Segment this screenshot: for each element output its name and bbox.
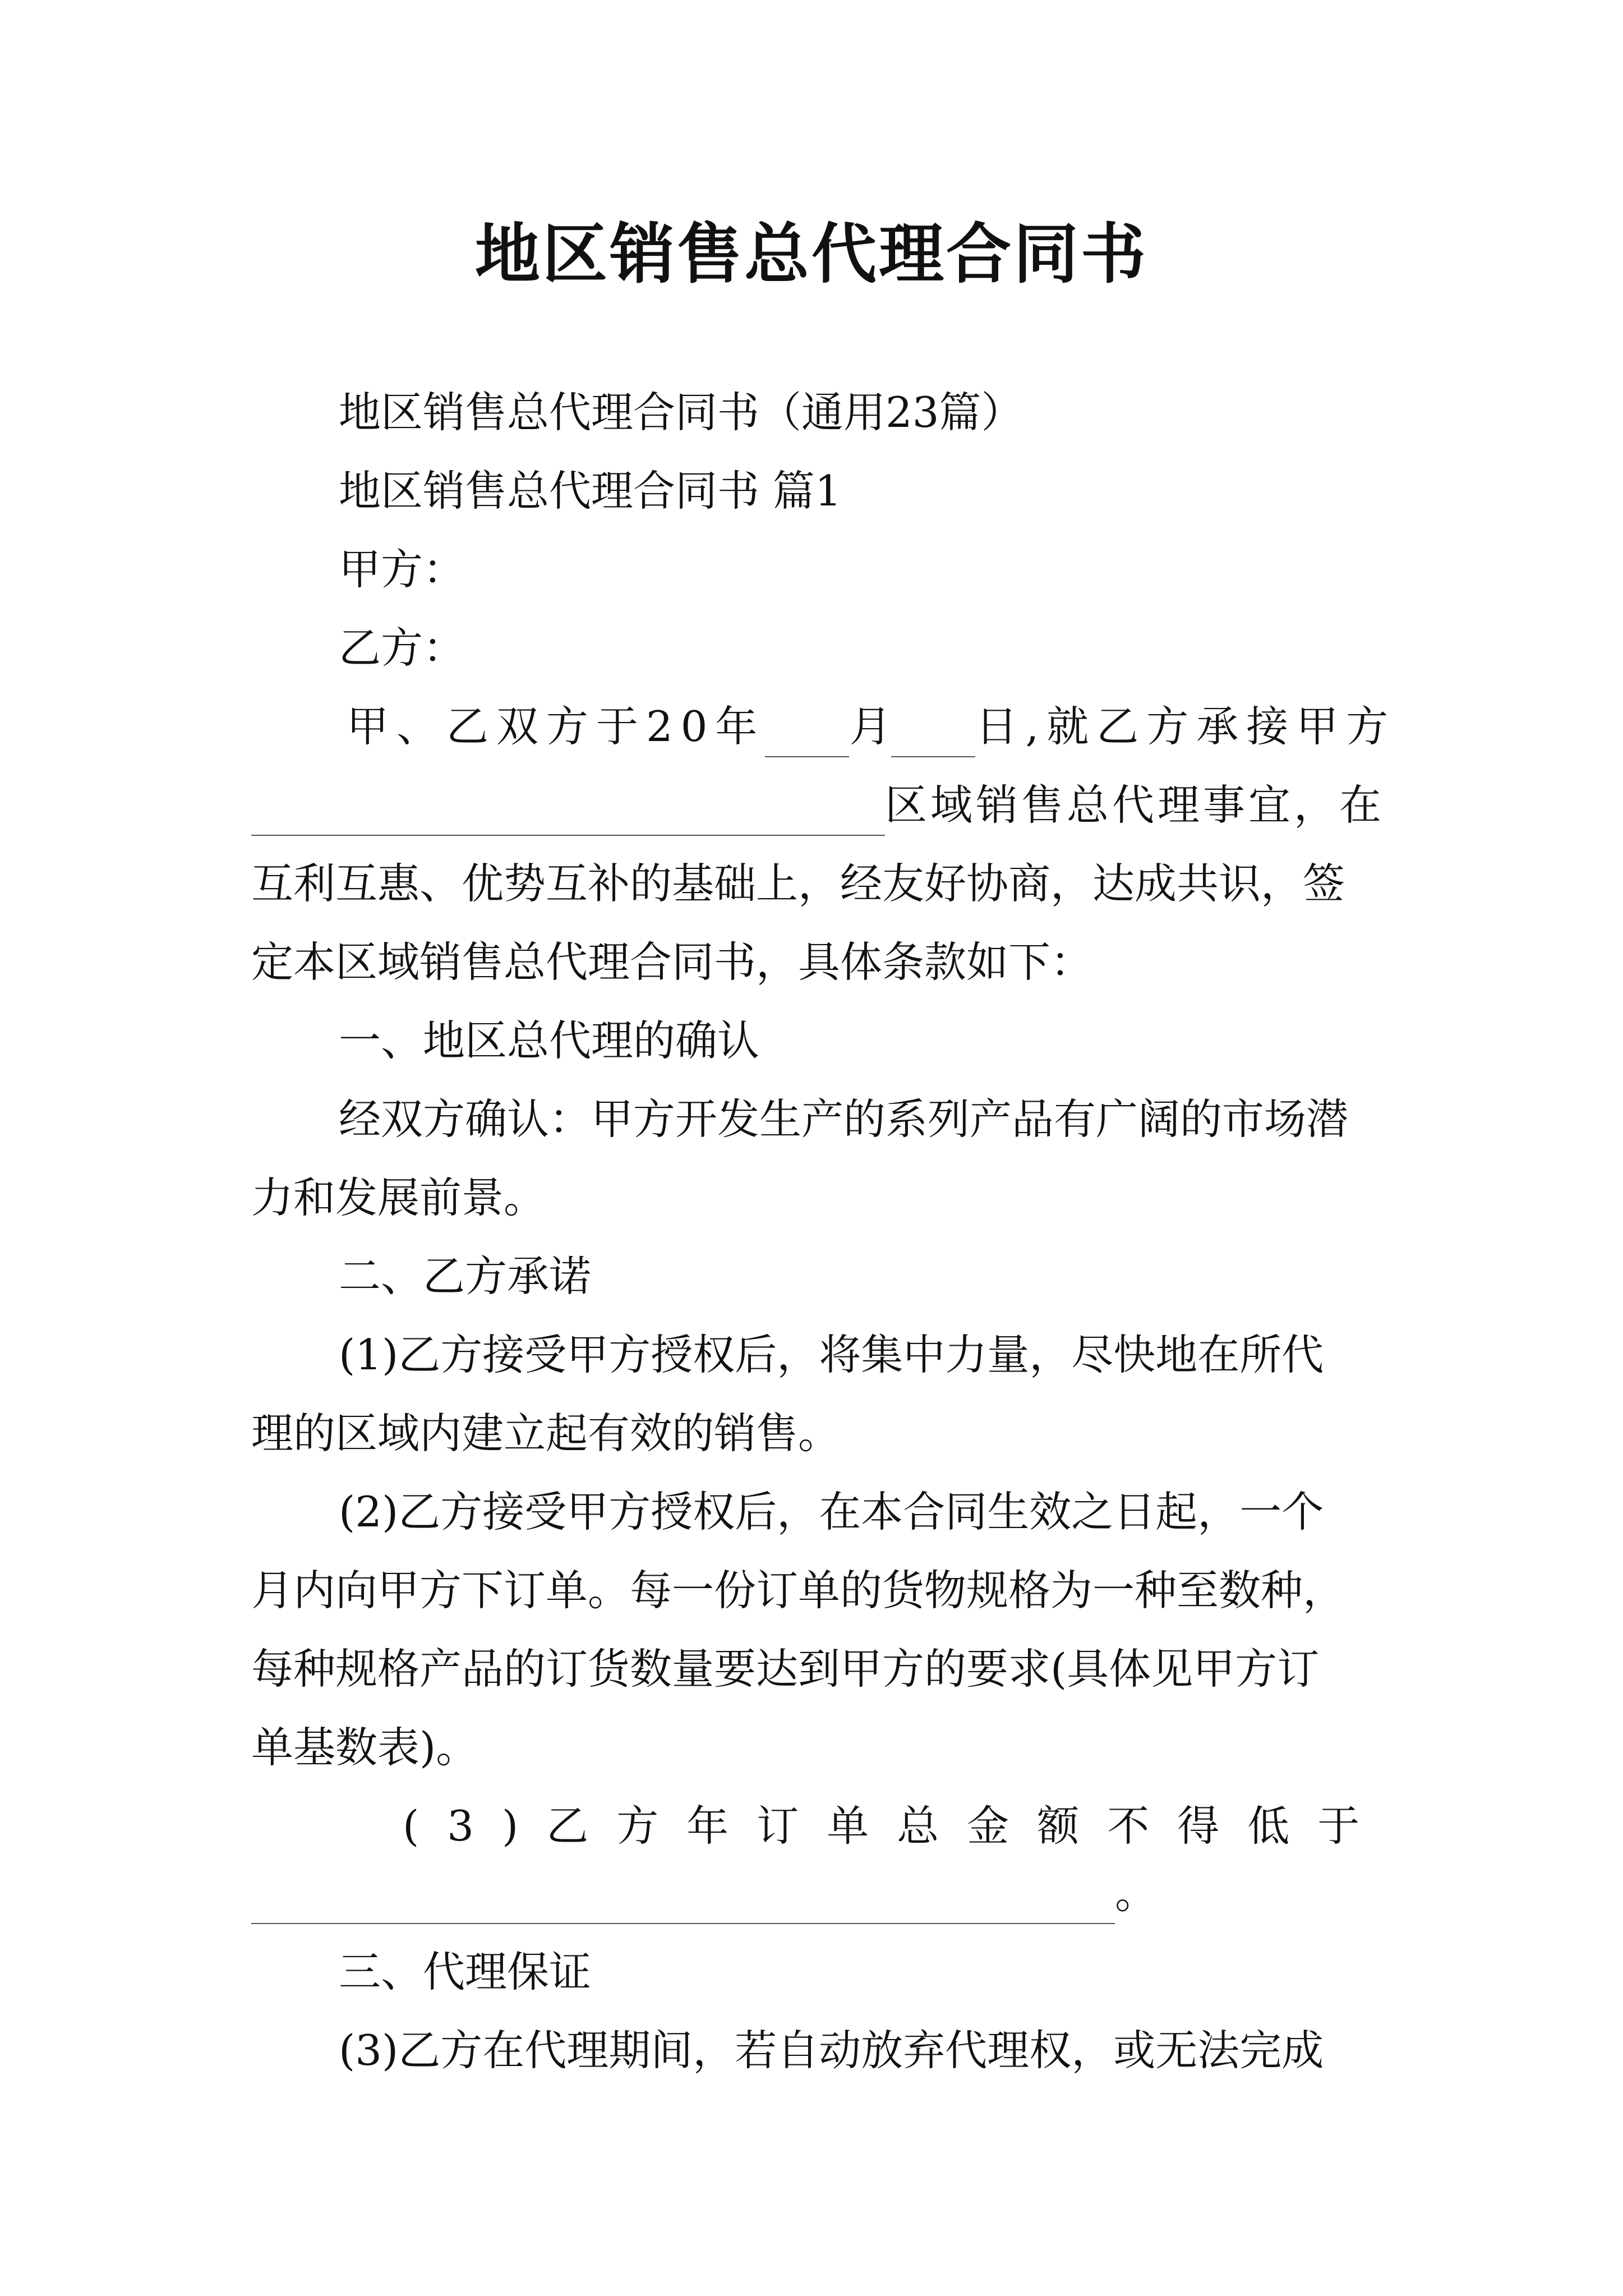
- section-2-item-3-end: 。: [1115, 1869, 1158, 1918]
- month-blank: [765, 711, 849, 757]
- section-2-item-1-line-2: 理的区域内建立起有效的销售。: [251, 1409, 841, 1458]
- section-2-item-3-line-2: [251, 1862, 1391, 1924]
- section-3-item-3-line-1: (3)乙方在代理期间，若自动放弃代理权，或无法完成: [339, 2026, 1324, 2075]
- section-2-item-1-line-1: (1)乙方接受甲方授权后，将集中力量，尽快地在所代: [339, 1330, 1324, 1379]
- section-2-item-2-line-2: 月内向甲方下订单。每一份订单的货物规格为一种至数种，: [251, 1566, 1345, 1615]
- intro-text-1a: 甲、乙双方于20年: [347, 702, 766, 751]
- section-1-text-line-2: 力和发展前景。: [251, 1173, 546, 1222]
- intro-line-2: [251, 774, 1391, 836]
- section-3-heading: 三、代理保证: [339, 1947, 592, 1996]
- intro-text-1b: 月: [849, 702, 892, 751]
- section-1-heading: 一、地区总代理的确认: [339, 1016, 760, 1065]
- intro-line-3: 互利互惠、优势互补的基础上，经友好协商，达成共识，签: [251, 859, 1345, 908]
- party-a-label: 甲方：: [339, 545, 465, 594]
- document-title: 地区销售总代理合同书: [475, 216, 1148, 292]
- intro-text-2: 区域销售总代理事宜，在: [885, 780, 1385, 830]
- region-blank: [251, 790, 885, 836]
- section-2-item-2-line-1: (2)乙方接受甲方授权后，在本合同生效之日起，一个: [339, 1487, 1324, 1536]
- intro-line-4: 定本区域销售总代理合同书，具体条款如下：: [251, 937, 1093, 987]
- section-2-heading: 二、乙方承诺: [339, 1251, 592, 1301]
- section-2-item-2-line-3: 每种规格产品的订货数量要达到甲方的要求(具体见甲方订: [251, 1644, 1320, 1694]
- section-2-item-2-line-4: 单基数表)。: [251, 1723, 478, 1772]
- day-blank: [891, 711, 975, 757]
- amount-blank: [251, 1878, 1115, 1924]
- intro-line-1: [347, 696, 1396, 757]
- section-1-text-line-1: 经双方确认：甲方开发生产的系列产品有广阔的市场潜: [339, 1094, 1349, 1144]
- section-2-item-3-line-1: (3)乙方年订单总金额不得低于: [403, 1801, 1388, 1851]
- document-subtitle: 地区销售总代理合同书（通用23篇）: [339, 388, 1023, 437]
- intro-text-1c: 日,就乙方承接甲方: [975, 702, 1396, 751]
- section-heading: 地区销售总代理合同书 篇1: [339, 466, 842, 516]
- party-b-label: 乙方：: [339, 623, 465, 673]
